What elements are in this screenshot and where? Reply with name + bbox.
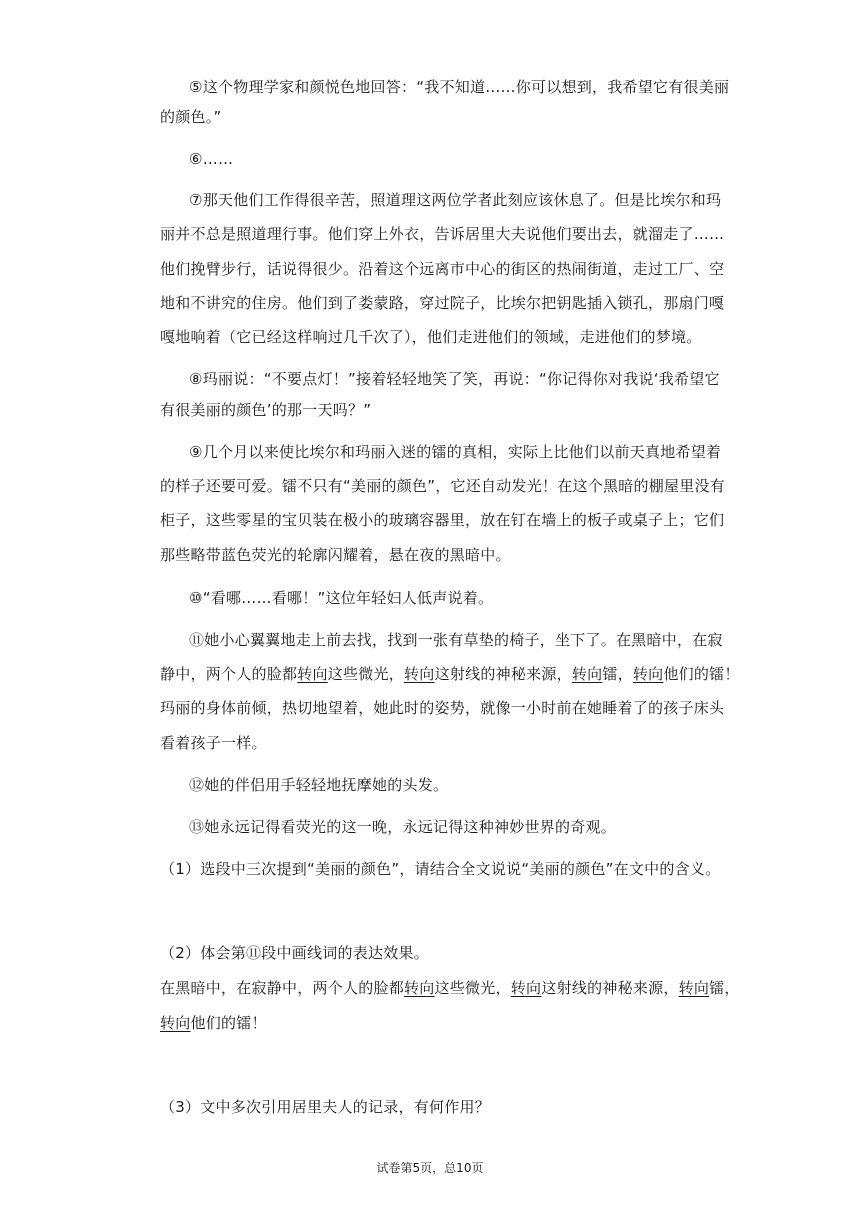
text-segment: 镭， xyxy=(709,979,740,997)
underlined-word: 转向 xyxy=(678,979,710,997)
paragraph-7-line-4: 地和不讲究的住房。他们到了娄蒙路，穿过院子，比埃尔把钥匙插入锁孔，那扇门嘎 xyxy=(160,294,725,312)
paragraph-11-line-3: 玛丽的身体前倾，热切地望着，她此时的姿势，就像一小时前在她睡着了的孩子床头 xyxy=(160,699,725,717)
underlined-word: 转向 xyxy=(404,979,435,997)
paragraph-7-line-1: ⑦那天他们工作得很辛苦，照道理这两位学者此刻应该休息了。但是比埃尔和玛 xyxy=(189,191,722,209)
paragraph-8-line-2: 有很美丽的颜色’的那一天吗？” xyxy=(160,401,372,419)
underlined-word: 转向 xyxy=(160,1014,191,1032)
paragraph-13: ⑬她永远记得看荧光的这一晚，永远记得这种神妙世界的奇观。 xyxy=(189,818,617,836)
paragraph-6: ⑥…… xyxy=(189,150,234,168)
paragraph-5-line-1: ⑤这个物理学家和颜悦色地回答：“我不知道……你可以想到，我希望它有很美丽 xyxy=(189,78,730,96)
text-segment: 这些微光， xyxy=(434,979,511,997)
paragraph-11-line-2 xyxy=(160,664,740,684)
paragraph-11-line-1: ⑪她小心翼翼地走上前去找，找到一张有草垫的椅子，坐下了。在黑暗中，在寂 xyxy=(189,631,723,649)
text-segment: 这射线的神秘来源， xyxy=(434,665,572,683)
question-1: （1）选段中三次提到“美丽的颜色”，请结合全文说说“美丽的颜色”在文中的含义。 xyxy=(160,860,721,878)
paragraph-9-line-3: 柜子，这些零星的宝贝装在极小的玻璃容器里，放在钉在墙上的板子或桌子上；它们 xyxy=(160,511,725,529)
text-segment: 这些微光， xyxy=(327,665,405,683)
paragraph-8-line-1: ⑧玛丽说：“不要点灯！”接着轻轻地笑了笑，再说：“你记得你对我说‘我希望它 xyxy=(189,370,720,388)
paragraph-5-line-2: 的颜色。” xyxy=(160,108,222,126)
underlined-word: 转向 xyxy=(571,665,603,683)
text-segment: 在黑暗中，在寂静中，两个人的脸都 xyxy=(160,979,405,997)
text-segment: 他们的镭！ xyxy=(190,1014,267,1032)
paragraph-9-line-2: 的样子还要可爱。镭不只有“美丽的颜色”，它还自动发光！在这个黑暗的棚屋里没有 xyxy=(160,477,726,495)
text-segment: 他们的镭！ xyxy=(663,665,740,683)
paragraph-11-line-4: 看着孩子一样。 xyxy=(160,734,267,752)
paragraph-7-line-5: 嘎地响着（它已经这样响过几千次了），他们走进他们的领域，走进他们的梦境。 xyxy=(160,328,702,346)
paragraph-7-line-3: 他们挽臂步行，话说得很少。沿着这个远离市中心的街区的热闹街道，走过工厂、空 xyxy=(160,260,725,278)
paragraph-12: ⑫她的伴侣用手轻轻地抚摩她的头发。 xyxy=(189,776,449,794)
page-footer: 试卷第5页，总10页 xyxy=(376,1161,484,1175)
underlined-word: 转向 xyxy=(404,665,435,683)
paragraph-10: ⑩“看哪……看哪！”这位年轻妇人低声说着。 xyxy=(189,589,494,607)
question-2-quote-line-1 xyxy=(160,978,740,998)
question-2-prompt: （2）体会第⑪段中画线词的表达效果。 xyxy=(160,944,430,962)
paragraph-9-line-4: 那些略带蓝色荧光的轮廓闪耀着，悬在夜的黑暗中。 xyxy=(160,546,511,564)
underlined-word: 转向 xyxy=(632,665,664,683)
paragraph-9-line-1: ⑨几个月以来使比埃尔和玛丽入迷的镭的真相，实际上比他们以前天真地希望着 xyxy=(189,443,722,461)
underlined-word: 转向 xyxy=(297,665,328,683)
paragraph-7-line-2: 丽并不总是照道理行事。他们穿上外衣，告诉居里大夫说他们要出去，就溜走了…… xyxy=(160,225,725,243)
text-segment: 静中，两个人的脸都 xyxy=(160,665,298,683)
text-segment: 镭， xyxy=(602,665,633,683)
underlined-word: 转向 xyxy=(510,979,542,997)
question-2-quote-line-2 xyxy=(160,1013,267,1033)
text-segment: 这射线的神秘来源， xyxy=(541,979,679,997)
question-3: （3）文中多次引用居里夫人的记录，有何作用？ xyxy=(160,1098,491,1116)
